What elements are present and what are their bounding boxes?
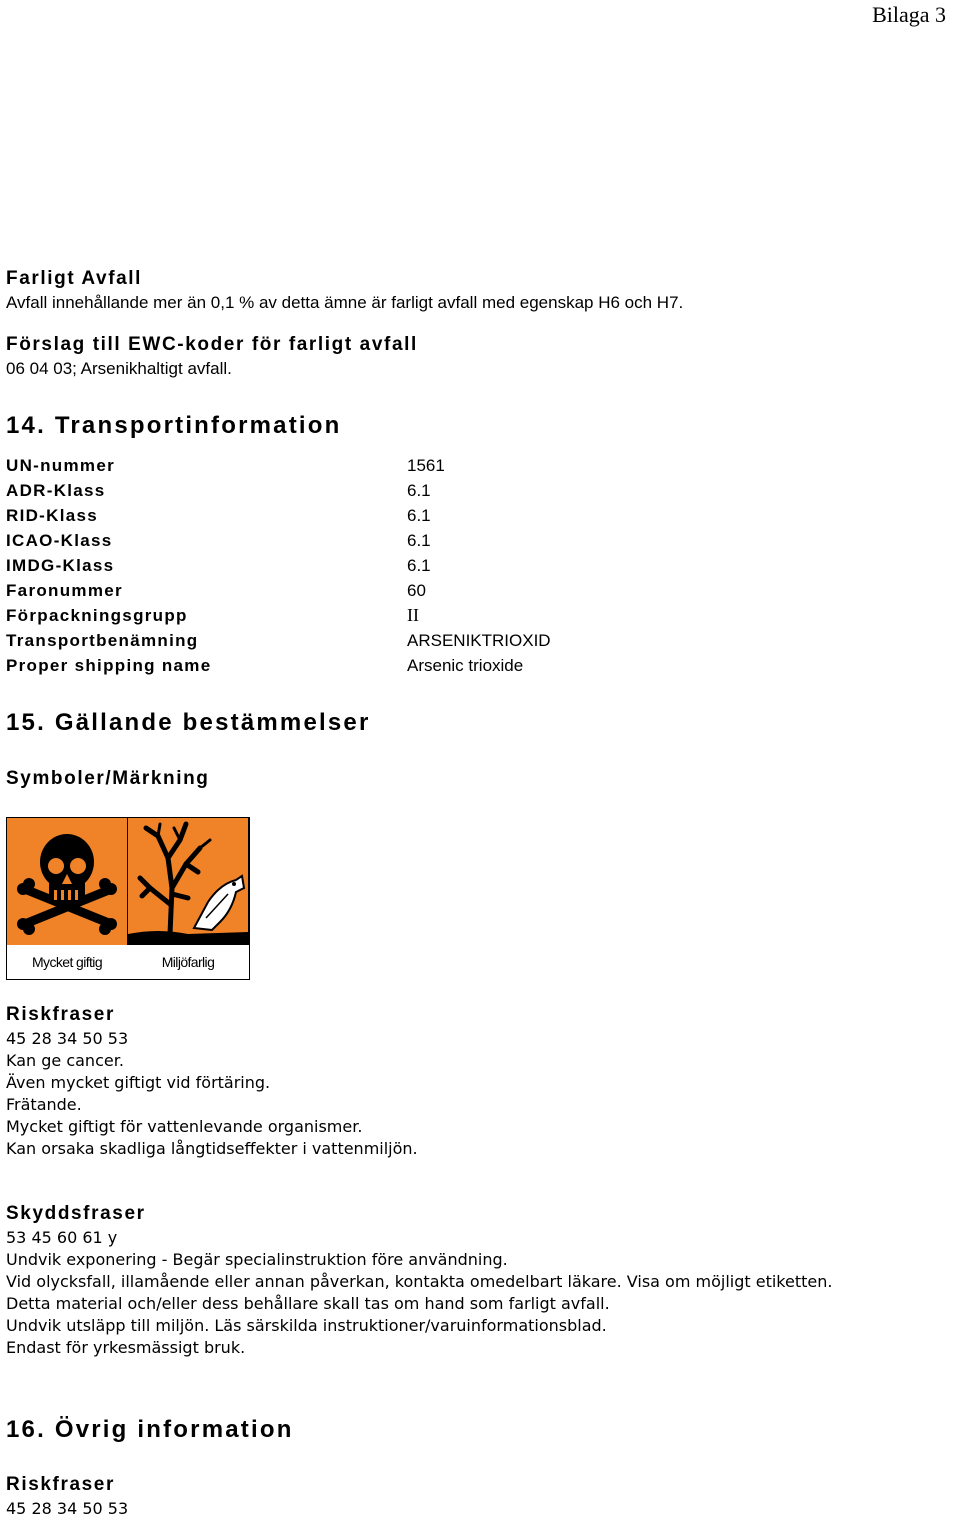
risk-line: Även mycket giftigt vid förtäring. (6, 1073, 271, 1092)
transport-value: 6.1 (407, 481, 431, 500)
other-risk-codes: 45 28 34 50 53 (6, 1499, 129, 1518)
transport-key: ADR-Klass (6, 481, 106, 500)
risk-heading: Riskfraser (6, 1004, 115, 1025)
transport-key: RID-Klass (6, 506, 99, 525)
skull-crossbones-icon (7, 818, 127, 945)
safety-line: Undvik exponering - Begär specialinstruktion före användning. (6, 1250, 508, 1269)
ewc-heading: Förslag till EWC-koder för farligt avfall (6, 334, 418, 355)
transport-key: Förpackningsgrupp (6, 606, 188, 625)
transport-key: ICAO-Klass (6, 531, 113, 550)
transport-value: 6.1 (407, 506, 431, 525)
symbols-heading: Symboler/Märkning (6, 768, 210, 789)
transport-value: 6.1 (407, 531, 431, 550)
transport-value: II (407, 605, 419, 625)
safety-line: Vid olycksfall, illamående eller annan påverkan, kontakta omedelbart läkare. Visa om möjligt etiketten. (6, 1272, 833, 1291)
waste-heading: Farligt Avfall (6, 268, 143, 289)
transport-key: Faronummer (6, 581, 123, 600)
safety-line: Undvik utsläpp till miljön. Läs särskilda instruktioner/varuinformationsblad. (6, 1316, 607, 1335)
dead-tree-fish-icon (128, 818, 248, 945)
page-label: Bilaga 3 (872, 2, 946, 27)
transport-heading: 14. Transportinformation (6, 412, 342, 439)
transport-value: Arsenic trioxide (407, 656, 524, 675)
risk-codes: 45 28 34 50 53 (6, 1029, 129, 1048)
other-heading: 16. Övrig information (6, 1416, 294, 1443)
safety-line: Endast för yrkesmässigt bruk. (6, 1338, 246, 1357)
other-risk-heading: Riskfraser (6, 1474, 115, 1495)
pictogram-label: Miljöfarlig (161, 954, 215, 970)
hazard-pictogram-toxic (7, 818, 127, 979)
safety-line: Detta material och/eller dess behållare skall tas om hand som farligt avfall. (6, 1294, 610, 1313)
risk-line: Mycket giftigt för vattenlevande organismer. (6, 1117, 363, 1136)
risk-line: Kan ge cancer. (6, 1051, 124, 1070)
pictogram-label: Mycket giftig (32, 954, 102, 970)
transport-value: ARSENIKTRIOXID (407, 631, 551, 650)
hazard-pictogram-environment (128, 818, 248, 979)
safety-codes: 53 45 60 61 y (6, 1228, 118, 1247)
risk-line: Kan orsaka skadliga långtidseffekter i vattenmiljön. (6, 1139, 418, 1158)
transport-key: UN-nummer (6, 456, 115, 475)
ewc-text: 06 04 03; Arsenikhaltigt avfall. (6, 359, 232, 378)
risk-line: Frätande. (6, 1095, 82, 1114)
transport-value: 6.1 (407, 556, 431, 575)
regulations-heading: 15. Gällande bestämmelser (6, 709, 371, 736)
transport-key: Proper shipping name (6, 656, 212, 675)
safety-heading: Skyddsfraser (6, 1203, 146, 1224)
waste-text: Avfall innehållande mer än 0,1 % av detta ämne är farligt avfall med egenskap H6 och H7. (6, 293, 684, 312)
transport-value: 1561 (407, 456, 445, 475)
transport-key: IMDG-Klass (6, 556, 115, 575)
transport-value: 60 (407, 581, 426, 600)
transport-key: Transportbenämning (6, 631, 199, 650)
hazard-pictograms (6, 817, 250, 980)
